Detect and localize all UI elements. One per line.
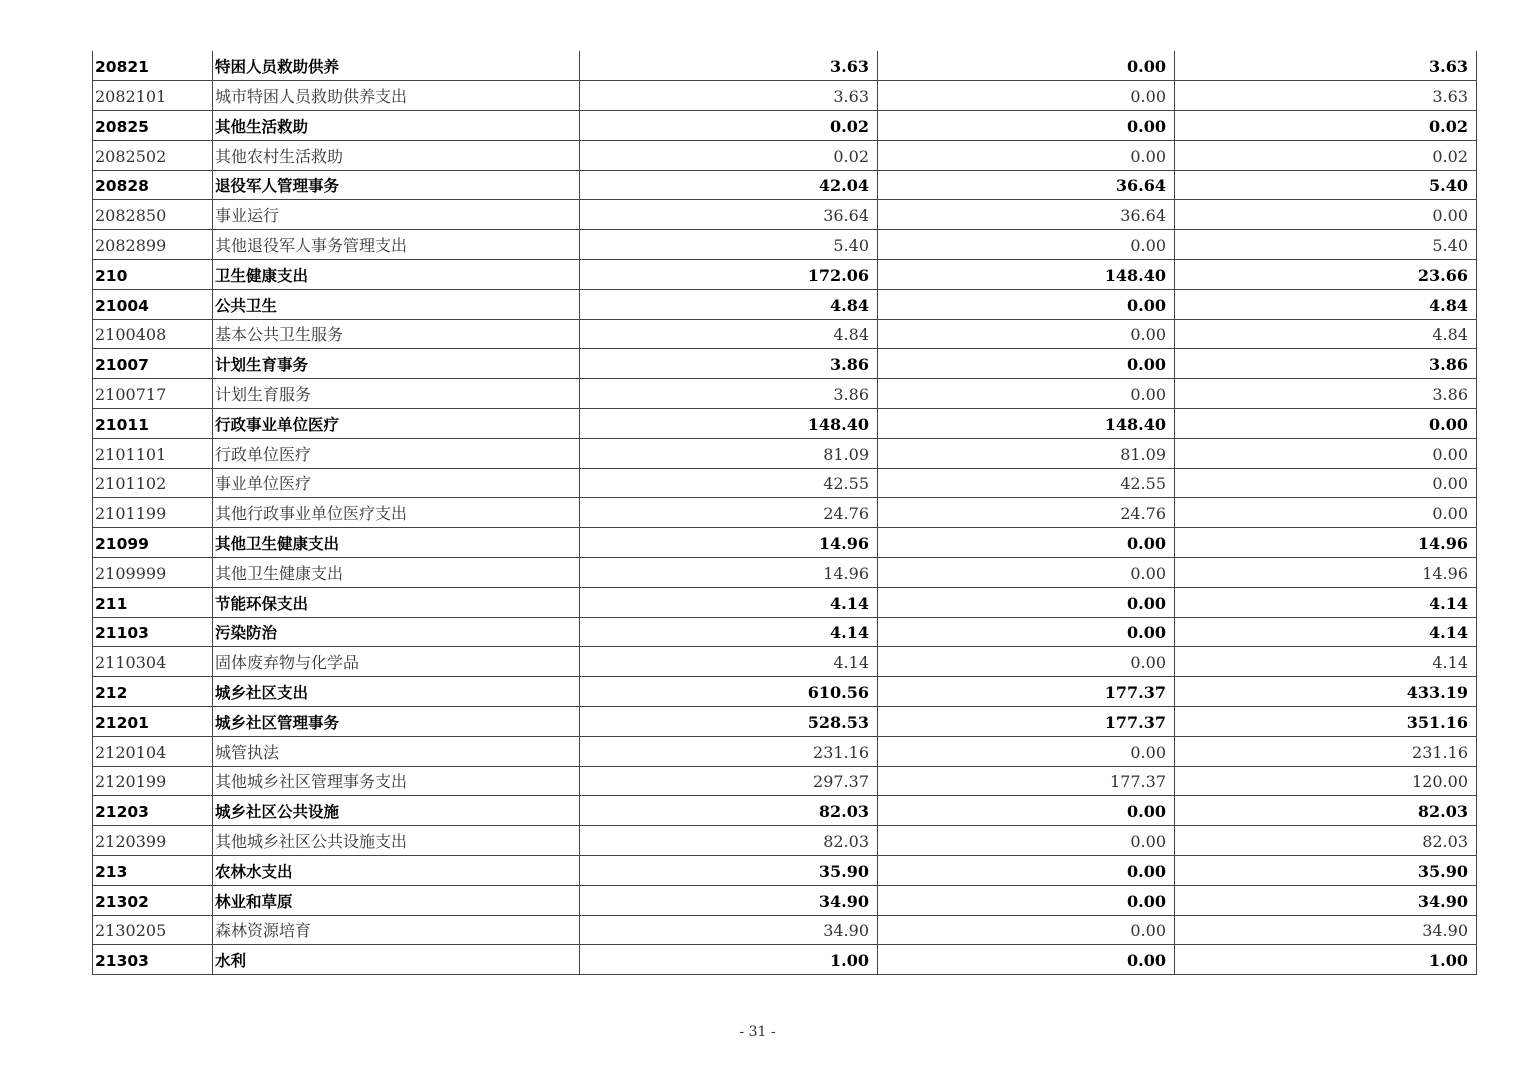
project-expenditure-cell: 231.16 <box>1175 736 1477 766</box>
basic-expenditure-cell: 0.00 <box>878 558 1175 588</box>
basic-expenditure-cell: 0.00 <box>878 617 1175 647</box>
subject-code-cell: 20828 <box>93 170 213 200</box>
total-amount-cell: 4.14 <box>580 617 878 647</box>
project-expenditure-cell: 1.00 <box>1175 945 1477 975</box>
project-expenditure-cell: 4.84 <box>1175 319 1477 349</box>
subject-name-cell: 计划生育服务 <box>213 379 580 409</box>
subject-name-cell: 其他城乡社区公共设施支出 <box>213 826 580 856</box>
subject-name-cell: 水利 <box>213 945 580 975</box>
subject-code-cell: 21201 <box>93 707 213 737</box>
subject-name-cell: 城乡社区支出 <box>213 677 580 707</box>
subject-name-cell: 其他农村生活救助 <box>213 140 580 170</box>
subject-name-cell: 林业和草原 <box>213 885 580 915</box>
subject-name-cell: 其他生活救助 <box>213 111 580 141</box>
subject-code-cell: 2109999 <box>93 558 213 588</box>
table-row <box>93 647 1477 677</box>
table-row <box>93 707 1477 737</box>
basic-expenditure-cell: 81.09 <box>878 438 1175 468</box>
subject-name-cell: 事业单位医疗 <box>213 468 580 498</box>
subject-code-cell: 21011 <box>93 409 213 439</box>
subject-code-cell: 211 <box>93 587 213 617</box>
subject-name-cell: 城管执法 <box>213 736 580 766</box>
subject-name-cell: 卫生健康支出 <box>213 260 580 290</box>
table-row <box>93 319 1477 349</box>
basic-expenditure-cell: 36.64 <box>878 200 1175 230</box>
subject-name-cell: 森林资源培育 <box>213 915 580 945</box>
total-amount-cell: 0.02 <box>580 140 878 170</box>
table-row <box>93 945 1477 975</box>
total-amount-cell: 36.64 <box>580 200 878 230</box>
project-expenditure-cell: 433.19 <box>1175 677 1477 707</box>
subject-code-cell: 2082850 <box>93 200 213 230</box>
project-expenditure-cell: 0.00 <box>1175 200 1477 230</box>
total-amount-cell: 1.00 <box>580 945 878 975</box>
subject-name-cell: 其他行政事业单位医疗支出 <box>213 498 580 528</box>
total-amount-cell: 3.86 <box>580 379 878 409</box>
total-amount-cell: 231.16 <box>580 736 878 766</box>
total-amount-cell: 610.56 <box>580 677 878 707</box>
subject-name-cell: 节能环保支出 <box>213 587 580 617</box>
project-expenditure-cell: 14.96 <box>1175 528 1477 558</box>
table-row <box>93 140 1477 170</box>
subject-code-cell: 2082899 <box>93 230 213 260</box>
total-amount-cell: 14.96 <box>580 558 878 588</box>
total-amount-cell: 34.90 <box>580 885 878 915</box>
table-row <box>93 200 1477 230</box>
project-expenditure-cell: 0.02 <box>1175 111 1477 141</box>
basic-expenditure-cell: 177.37 <box>878 766 1175 796</box>
subject-code-cell: 2101102 <box>93 468 213 498</box>
table-row <box>93 677 1477 707</box>
subject-name-cell: 其他卫生健康支出 <box>213 558 580 588</box>
subject-name-cell: 固体废弃物与化学品 <box>213 647 580 677</box>
subject-code-cell: 212 <box>93 677 213 707</box>
total-amount-cell: 42.04 <box>580 170 878 200</box>
subject-name-cell: 其他城乡社区管理事务支出 <box>213 766 580 796</box>
project-expenditure-cell: 82.03 <box>1175 796 1477 826</box>
table-row <box>93 379 1477 409</box>
subject-name-cell: 其他卫生健康支出 <box>213 528 580 558</box>
subject-code-cell: 21007 <box>93 349 213 379</box>
subject-code-cell: 20821 <box>93 51 213 81</box>
basic-expenditure-cell: 0.00 <box>878 319 1175 349</box>
basic-expenditure-cell: 0.00 <box>878 230 1175 260</box>
subject-code-cell: 21303 <box>93 945 213 975</box>
subject-name-cell: 城市特困人员救助供养支出 <box>213 81 580 111</box>
total-amount-cell: 3.63 <box>580 51 878 81</box>
subject-code-cell: 2101199 <box>93 498 213 528</box>
basic-expenditure-cell: 177.37 <box>878 707 1175 737</box>
table-row <box>93 468 1477 498</box>
project-expenditure-cell: 34.90 <box>1175 915 1477 945</box>
basic-expenditure-cell: 0.00 <box>878 587 1175 617</box>
project-expenditure-cell: 0.00 <box>1175 498 1477 528</box>
subject-code-cell: 213 <box>93 856 213 886</box>
basic-expenditure-cell: 0.00 <box>878 647 1175 677</box>
total-amount-cell: 528.53 <box>580 707 878 737</box>
table-row <box>93 438 1477 468</box>
basic-expenditure-cell: 0.00 <box>878 111 1175 141</box>
project-expenditure-cell: 351.16 <box>1175 707 1477 737</box>
project-expenditure-cell: 3.86 <box>1175 349 1477 379</box>
project-expenditure-cell: 34.90 <box>1175 885 1477 915</box>
total-amount-cell: 4.84 <box>580 319 878 349</box>
subject-name-cell: 农林水支出 <box>213 856 580 886</box>
basic-expenditure-cell: 148.40 <box>878 409 1175 439</box>
basic-expenditure-cell: 0.00 <box>878 796 1175 826</box>
subject-code-cell: 210 <box>93 260 213 290</box>
subject-name-cell: 城乡社区管理事务 <box>213 707 580 737</box>
subject-code-cell: 21203 <box>93 796 213 826</box>
subject-code-cell: 2082502 <box>93 140 213 170</box>
table-row <box>93 260 1477 290</box>
basic-expenditure-cell: 36.64 <box>878 170 1175 200</box>
table-row <box>93 230 1477 260</box>
total-amount-cell: 35.90 <box>580 856 878 886</box>
table-row <box>93 111 1477 141</box>
table-row <box>93 617 1477 647</box>
subject-code-cell: 2120399 <box>93 826 213 856</box>
table-row <box>93 409 1477 439</box>
subject-code-cell: 20825 <box>93 111 213 141</box>
subject-code-cell: 21004 <box>93 289 213 319</box>
basic-expenditure-cell: 0.00 <box>878 915 1175 945</box>
basic-expenditure-cell: 42.55 <box>878 468 1175 498</box>
basic-expenditure-cell: 0.00 <box>878 736 1175 766</box>
subject-name-cell: 其他退役军人事务管理支出 <box>213 230 580 260</box>
subject-name-cell: 事业运行 <box>213 200 580 230</box>
subject-name-cell: 计划生育事务 <box>213 349 580 379</box>
total-amount-cell: 5.40 <box>580 230 878 260</box>
project-expenditure-cell: 4.84 <box>1175 289 1477 319</box>
subject-code-cell: 2101101 <box>93 438 213 468</box>
subject-name-cell: 基本公共卫生服务 <box>213 319 580 349</box>
subject-name-cell: 特困人员救助供养 <box>213 51 580 81</box>
basic-expenditure-cell: 0.00 <box>878 885 1175 915</box>
subject-name-cell: 行政事业单位医疗 <box>213 409 580 439</box>
project-expenditure-cell: 0.00 <box>1175 438 1477 468</box>
table-body <box>93 51 1477 975</box>
subject-name-cell: 公共卫生 <box>213 289 580 319</box>
basic-expenditure-cell: 0.00 <box>878 856 1175 886</box>
basic-expenditure-cell: 148.40 <box>878 260 1175 290</box>
budget-expenditure-table <box>92 51 1477 975</box>
basic-expenditure-cell: 0.00 <box>878 81 1175 111</box>
subject-code-cell: 2120104 <box>93 736 213 766</box>
subject-code-cell: 21302 <box>93 885 213 915</box>
table-row <box>93 826 1477 856</box>
total-amount-cell: 0.02 <box>580 111 878 141</box>
table-row <box>93 498 1477 528</box>
table-row <box>93 289 1477 319</box>
project-expenditure-cell: 35.90 <box>1175 856 1477 886</box>
project-expenditure-cell: 0.02 <box>1175 140 1477 170</box>
table-row <box>93 736 1477 766</box>
total-amount-cell: 3.86 <box>580 349 878 379</box>
project-expenditure-cell: 4.14 <box>1175 617 1477 647</box>
total-amount-cell: 81.09 <box>580 438 878 468</box>
total-amount-cell: 4.14 <box>580 647 878 677</box>
subject-name-cell: 行政单位医疗 <box>213 438 580 468</box>
project-expenditure-cell: 4.14 <box>1175 587 1477 617</box>
table-row <box>93 766 1477 796</box>
project-expenditure-cell: 120.00 <box>1175 766 1477 796</box>
basic-expenditure-cell: 0.00 <box>878 379 1175 409</box>
table-row <box>93 558 1477 588</box>
table-row <box>93 51 1477 81</box>
basic-expenditure-cell: 0.00 <box>878 51 1175 81</box>
subject-code-cell: 21103 <box>93 617 213 647</box>
total-amount-cell: 4.14 <box>580 587 878 617</box>
subject-code-cell: 2120199 <box>93 766 213 796</box>
table-row <box>93 856 1477 886</box>
total-amount-cell: 297.37 <box>580 766 878 796</box>
project-expenditure-cell: 3.63 <box>1175 81 1477 111</box>
project-expenditure-cell: 82.03 <box>1175 826 1477 856</box>
project-expenditure-cell: 3.63 <box>1175 51 1477 81</box>
basic-expenditure-cell: 0.00 <box>878 945 1175 975</box>
table-row <box>93 796 1477 826</box>
project-expenditure-cell: 0.00 <box>1175 409 1477 439</box>
subject-code-cell: 2100408 <box>93 319 213 349</box>
table-row <box>93 528 1477 558</box>
project-expenditure-cell: 0.00 <box>1175 468 1477 498</box>
total-amount-cell: 14.96 <box>580 528 878 558</box>
project-expenditure-cell: 3.86 <box>1175 379 1477 409</box>
subject-name-cell: 污染防治 <box>213 617 580 647</box>
subject-code-cell: 2082101 <box>93 81 213 111</box>
basic-expenditure-cell: 0.00 <box>878 826 1175 856</box>
table-row <box>93 885 1477 915</box>
subject-code-cell: 21099 <box>93 528 213 558</box>
basic-expenditure-cell: 0.00 <box>878 140 1175 170</box>
total-amount-cell: 82.03 <box>580 826 878 856</box>
table-row <box>93 349 1477 379</box>
total-amount-cell: 172.06 <box>580 260 878 290</box>
total-amount-cell: 3.63 <box>580 81 878 111</box>
project-expenditure-cell: 14.96 <box>1175 558 1477 588</box>
total-amount-cell: 34.90 <box>580 915 878 945</box>
subject-name-cell: 退役军人管理事务 <box>213 170 580 200</box>
table-row <box>93 915 1477 945</box>
total-amount-cell: 4.84 <box>580 289 878 319</box>
subject-code-cell: 2100717 <box>93 379 213 409</box>
total-amount-cell: 82.03 <box>580 796 878 826</box>
basic-expenditure-cell: 177.37 <box>878 677 1175 707</box>
project-expenditure-cell: 4.14 <box>1175 647 1477 677</box>
basic-expenditure-cell: 0.00 <box>878 289 1175 319</box>
total-amount-cell: 24.76 <box>580 498 878 528</box>
subject-code-cell: 2130205 <box>93 915 213 945</box>
page-number: - 31 - <box>739 1024 776 1040</box>
subject-code-cell: 2110304 <box>93 647 213 677</box>
total-amount-cell: 148.40 <box>580 409 878 439</box>
table-row <box>93 587 1477 617</box>
basic-expenditure-cell: 24.76 <box>878 498 1175 528</box>
table-row <box>93 170 1477 200</box>
table-row <box>93 81 1477 111</box>
project-expenditure-cell: 23.66 <box>1175 260 1477 290</box>
project-expenditure-cell: 5.40 <box>1175 230 1477 260</box>
basic-expenditure-cell: 0.00 <box>878 349 1175 379</box>
basic-expenditure-cell: 0.00 <box>878 528 1175 558</box>
subject-name-cell: 城乡社区公共设施 <box>213 796 580 826</box>
project-expenditure-cell: 5.40 <box>1175 170 1477 200</box>
total-amount-cell: 42.55 <box>580 468 878 498</box>
